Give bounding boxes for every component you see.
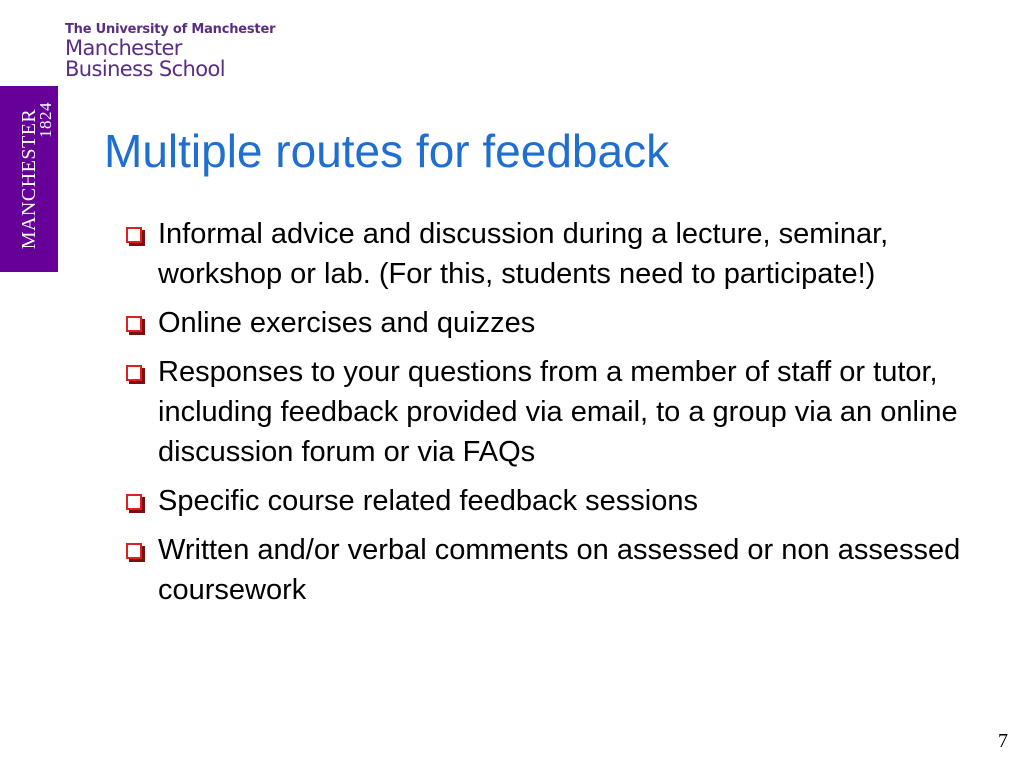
hollow-square-bullet-icon [126, 543, 142, 559]
side-tab-wordmark: MANCHESTER [18, 108, 40, 250]
bullet-item [120, 214, 980, 294]
bullet-text: Online exercises and quizzes [158, 307, 536, 339]
page-number: 7 [998, 730, 1008, 752]
bullet-item [120, 303, 980, 343]
logo-school-line2: Business School [65, 57, 225, 81]
side-tab-year: 1824 [36, 102, 55, 138]
bullet-text: Responses to your questions from a member of staff or tutor, including feedback provided via email, to a group via an online discussion forum or via FAQs [158, 356, 958, 468]
mbs-logo [65, 22, 276, 81]
hollow-square-bullet-icon [126, 316, 142, 332]
bullet-list [120, 214, 980, 619]
bullet-item [120, 530, 980, 610]
bullet-text: Informal advice and discussion during a lecture, seminar, workshop or lab. (For this, students need to participate!) [158, 218, 889, 290]
bullet-item [120, 481, 980, 521]
hollow-square-bullet-icon [126, 227, 142, 243]
logo-school-line1: Manchester [65, 36, 182, 60]
bullet-item [120, 352, 980, 472]
bullet-text: Written and/or verbal comments on assessed or non assessed coursework [158, 534, 961, 606]
manchester-side-tab [0, 86, 58, 272]
logo-university-name: The University of Manchester [65, 22, 276, 37]
slide-title: Multiple routes for feedback [104, 125, 670, 177]
hollow-square-bullet-icon [126, 494, 142, 510]
hollow-square-bullet-icon [126, 365, 142, 381]
bullet-text: Specific course related feedback sessions [158, 485, 699, 517]
